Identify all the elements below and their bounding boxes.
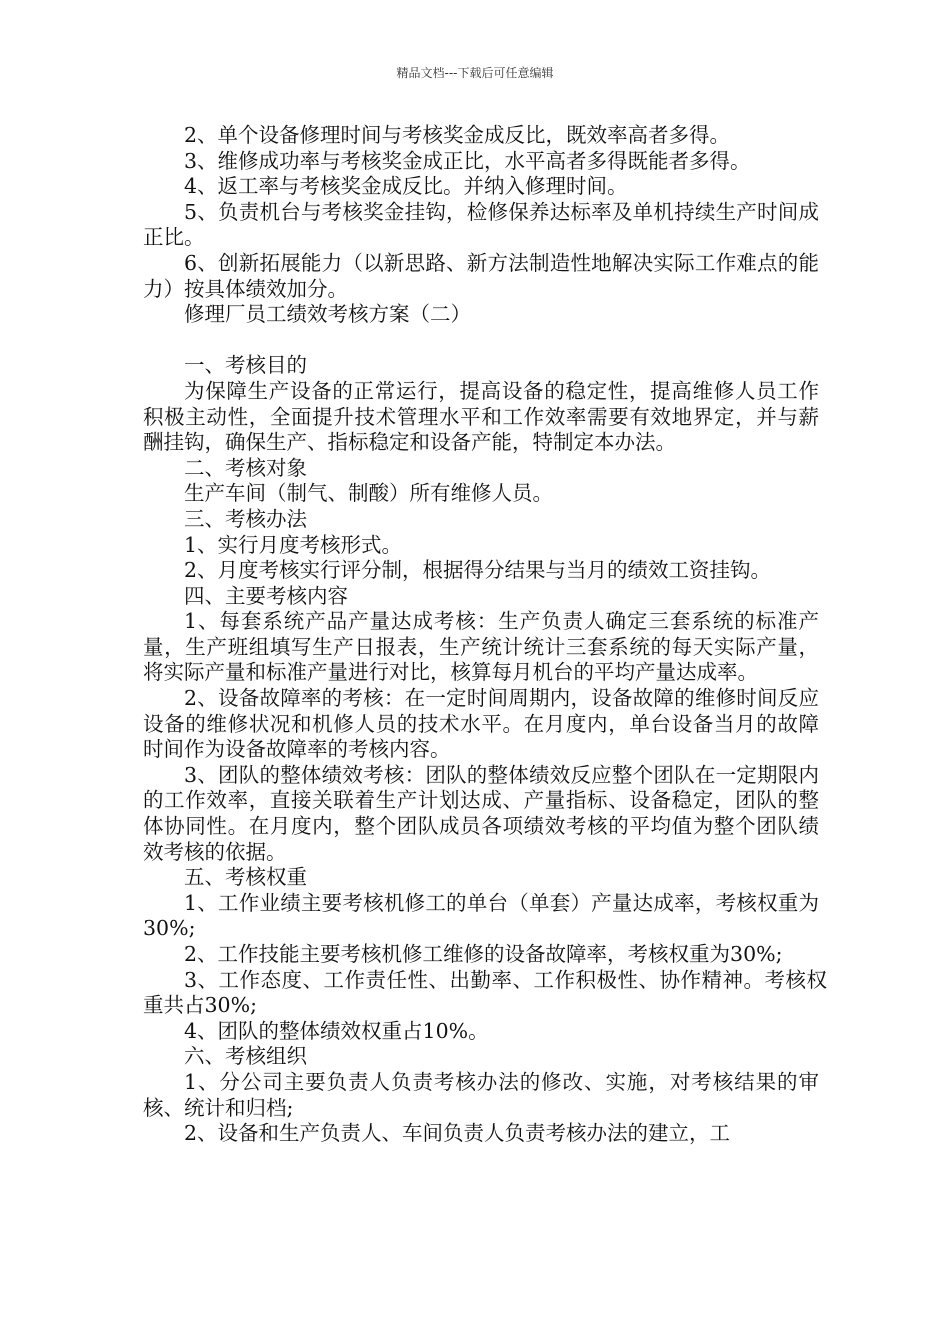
paragraph: 3、团队的整体绩效考核：团队的整体绩效反应整个团队在一定期限内的工作效率，直接关联着生产计划达成、产量指标、设备稳定，团队的整体协同性。在月度内，整个团队成员各项绩效考核的平均值为整个团队绩效考核的依据。 xyxy=(143,762,819,864)
paragraph: 1、分公司主要负责人负责考核办法的修改、实施，对考核结果的审核、统计和归档; xyxy=(143,1069,819,1120)
paragraph: 2、单个设备修理时间与考核奖金成反比，既效率高者多得。 xyxy=(184,123,731,147)
section-heading: 一、考核目的 xyxy=(184,353,307,378)
page-header: 精品文档---下载后可任意编辑 xyxy=(396,66,554,80)
paragraph: 2、设备和生产负责人、车间负责人负责考核办法的建立，工 xyxy=(184,1121,731,1146)
paragraph: 3、工作态度、工作责任性、出勤率、工作积极性、协作精神。考核权重共占30%; xyxy=(143,967,827,1018)
document-body xyxy=(143,123,827,1147)
paragraph: 1、每套系统产品产量达成考核：生产负责人确定三套系统的标准产量，生产班组填写生产日报表，生产统计统计三套系统的每天实际产量，将实际产量和标准产量进行对比，核算每月机台的平均产量达成率。 xyxy=(143,609,819,685)
paragraph: 2、工作技能主要考核机修工维修的设备故障率，考核权重为30%; xyxy=(184,942,783,966)
paragraph: 6、创新拓展能力（以新思路、新方法制造性地解决实际工作难点的能力）按具体绩效加分。 xyxy=(143,250,819,301)
paragraph: 2、月度考核实行评分制，根据得分结果与当月的绩效工资挂钩。 xyxy=(184,558,772,583)
blank-line xyxy=(143,328,819,354)
section-title: 修理厂员工绩效考核方案（二） xyxy=(184,302,471,327)
section-heading: 二、考核对象 xyxy=(184,455,307,480)
section-heading: 四、主要考核内容 xyxy=(184,583,348,608)
paragraph: 2、设备故障率的考核：在一定时间周期内，设备故障的维修时间反应设备的维修状况和机修人员的技术水平。在月度内，单台设备当月的故障时间作为设备故障率的考核内容。 xyxy=(143,686,819,762)
section-heading: 三、考核办法 xyxy=(184,506,307,531)
paragraph: 1、工作业绩主要考核机修工的单台（单套）产量达成率，考核权重为30%; xyxy=(143,890,819,941)
paragraph: 4、返工率与考核奖金成反比。并纳入修理时间。 xyxy=(184,174,628,199)
paragraph: 4、团队的整体绩效权重占10%。 xyxy=(184,1018,489,1043)
paragraph: 3、维修成功率与考核奖金成正比，水平高者多得既能者多得。 xyxy=(184,148,751,173)
section-heading: 五、考核权重 xyxy=(184,865,307,890)
paragraph: 为保障生产设备的正常运行，提高设备的稳定性，提高维修人员工作积极主动性，全面提升技术管理水平和工作效率需要有效地界定，并与薪酬挂钩，确保生产、指标稳定和设备产能，特制定本办法。 xyxy=(143,378,819,455)
paragraph: 生产车间（制气、制酸）所有维修人员。 xyxy=(184,481,553,506)
section-heading: 六、考核组织 xyxy=(184,1044,307,1069)
paragraph: 5、负责机台与考核奖金挂钩，检修保养达标率及单机持续生产时间成正比。 xyxy=(143,199,819,250)
paragraph: 1、实行月度考核形式。 xyxy=(184,532,403,557)
